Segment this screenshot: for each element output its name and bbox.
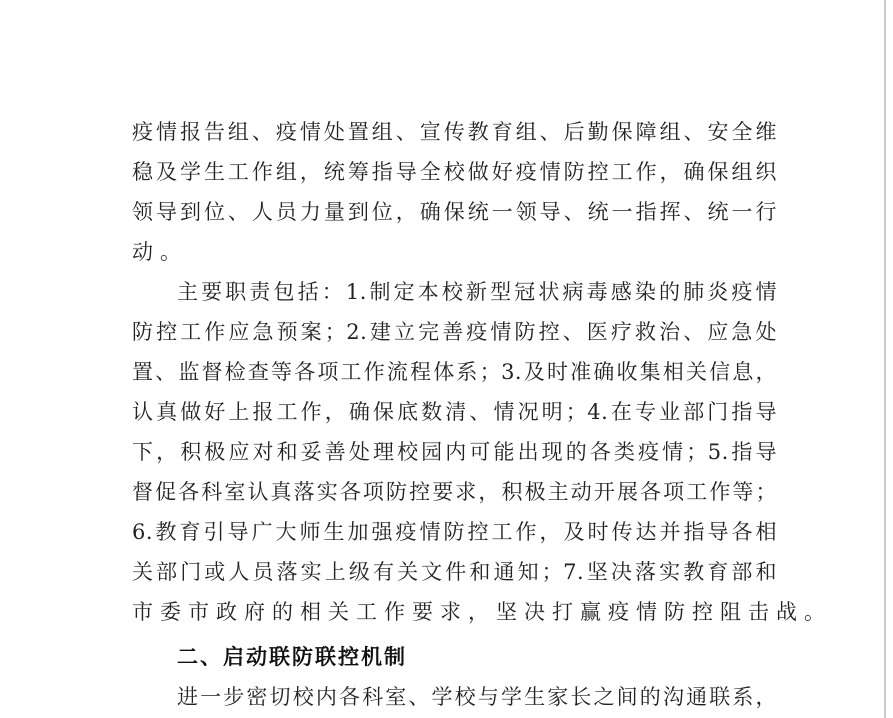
paragraph-line: 督促各科室认真落实各项防控要求，积极主动开展各项工作等； bbox=[132, 480, 777, 504]
paragraph-line: 主要职责包括：1.制定本校新型冠状病毒感染的肺炎疫情 bbox=[177, 280, 777, 304]
paragraph-line: 防控工作应急预案；2.建立完善疫情防控、医疗救治、应急处 bbox=[132, 320, 777, 344]
paragraph-line: 稳及学生工作组，统筹指导全校做好疫情防控工作，确保组织 bbox=[132, 160, 777, 184]
paragraph-line: 领导到位、人员力量到位，确保统一领导、统一指挥、统一行 bbox=[132, 200, 777, 224]
section-heading: 二、启动联防联控机制 bbox=[177, 645, 407, 669]
paragraph-line: 下，积极应对和妥善处理校园内可能出现的各类疫情；5.指导 bbox=[132, 440, 777, 464]
paragraph-line: 疫情报告组、疫情处置组、宣传教育组、后勤保障组、安全维 bbox=[132, 120, 777, 144]
paragraph-line: 认真做好上报工作，确保底数清、情况明；4.在专业部门指导 bbox=[132, 400, 777, 424]
paragraph-line: 6.教育引导广大师生加强疫情防控工作，及时传达并指导各相 bbox=[132, 520, 777, 544]
paragraph-line: 动。 bbox=[132, 240, 188, 264]
page-edge bbox=[884, 0, 886, 718]
paragraph-line: 市委市政府的相关工作要求，坚决打赢疫情防控阻击战。 bbox=[132, 600, 832, 624]
paragraph-line: 关部门或人员落实上级有关文件和通知；7.坚决落实教育部和 bbox=[132, 560, 777, 584]
paragraph-line: 置、监督检查等各项工作流程体系；3.及时准确收集相关信息， bbox=[132, 360, 777, 384]
paragraph-line: 进一步密切校内各科室、学校与学生家长之间的沟通联系， bbox=[177, 685, 777, 709]
